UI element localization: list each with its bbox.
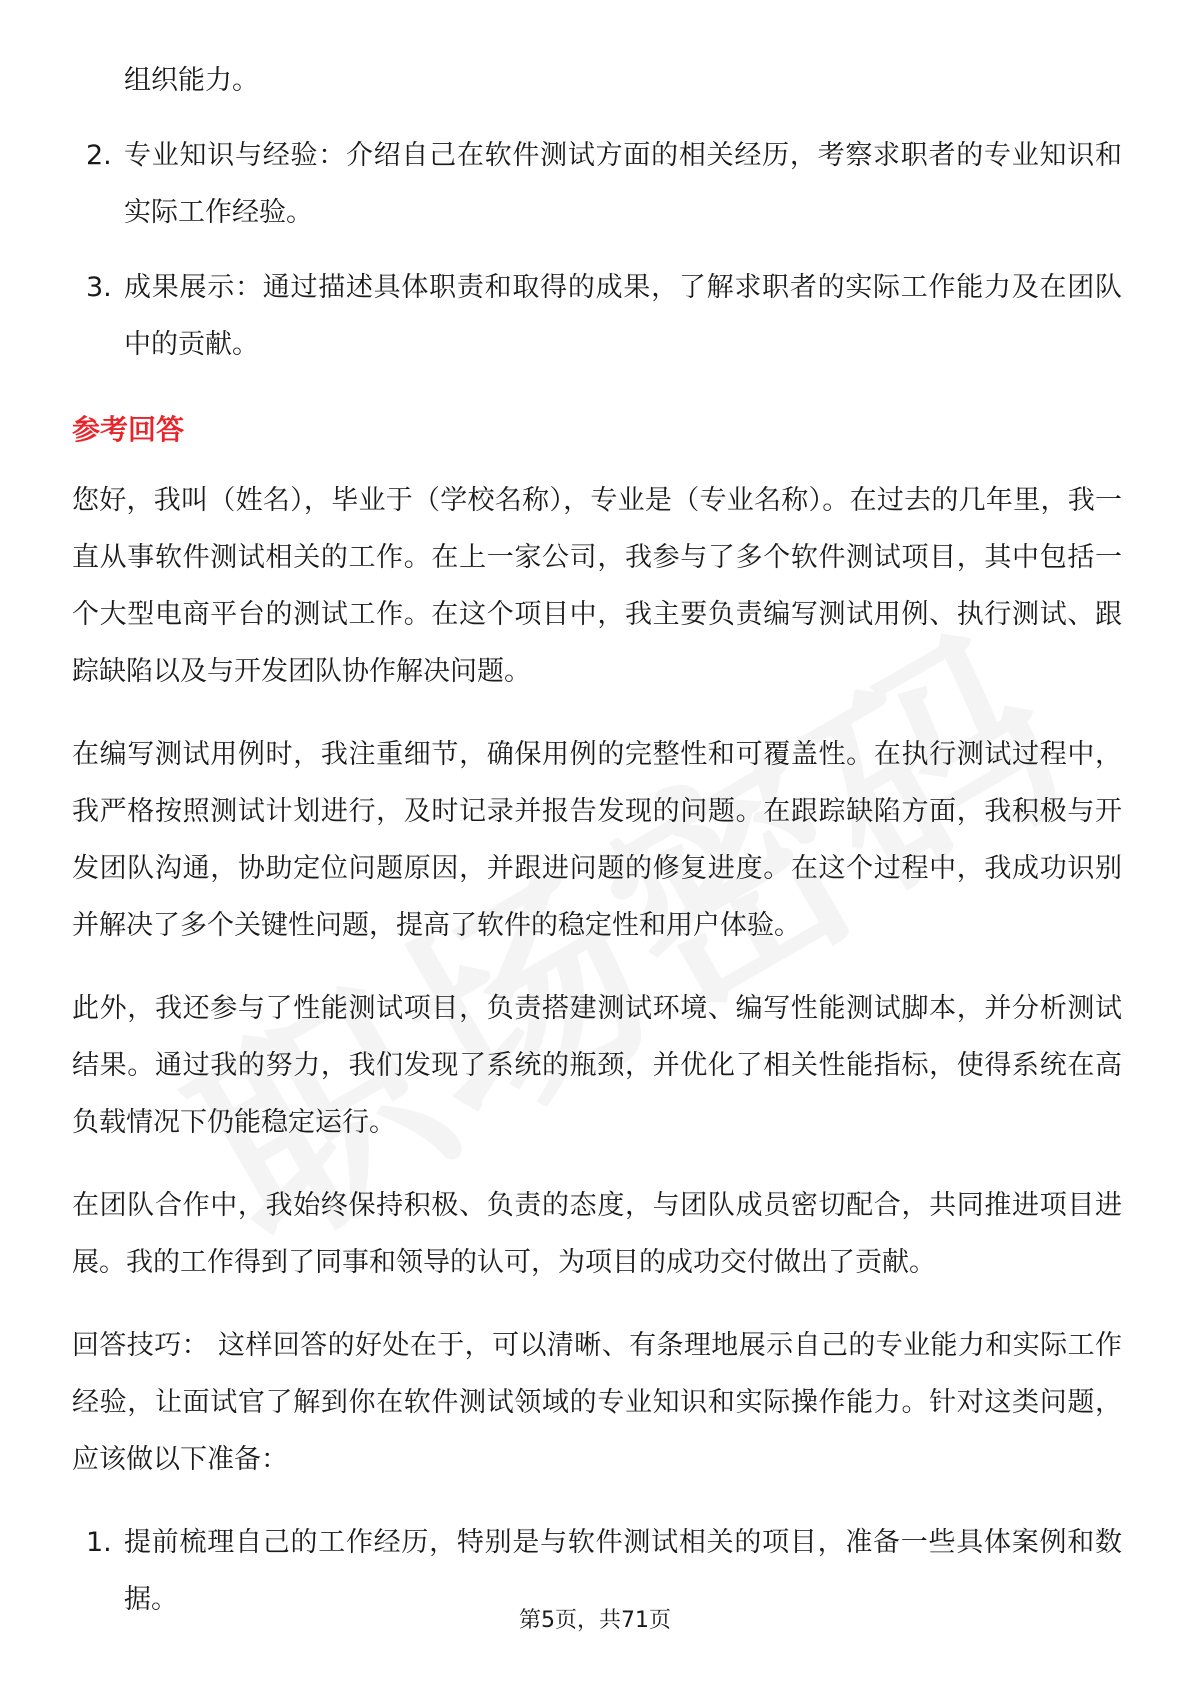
paragraph: 在团队合作中，我始终保持积极、负责的态度，与团队成员密切配合，共同推进项目进展。我的工作得到了同事和领导的认可，为项目的成功交付做出了贡献。 xyxy=(72,1190,1122,1278)
list-item-text: 提前梳理自己的工作经历，特别是与软件测试相关的项目，准备一些具体案例和数据。 xyxy=(124,1527,1122,1615)
list-item xyxy=(72,259,1122,373)
list-item-continuation: 组织能力。 xyxy=(124,65,259,96)
criteria-list xyxy=(72,127,1122,373)
section-title: 参考回答 xyxy=(72,413,185,446)
list-item xyxy=(72,127,1122,241)
page-content xyxy=(72,52,1122,1628)
list-item-number: 1. xyxy=(86,1527,112,1558)
list-item-number: 2. xyxy=(86,140,112,171)
paragraph: 您好，我叫（姓名），毕业于（学校名称），专业是（专业名称）。在过去的几年里，我一直从事软件测试相关的工作。在上一家公司，我参与了多个软件测试项目，其中包括一个大型电商平台的测试工作。在这个项目中，我主要负责编写测试用例、执行测试、跟踪缺陷以及与开发团队协作解决问题。 xyxy=(72,485,1122,687)
paragraph: 此外，我还参与了性能测试项目，负责搭建测试环境、编写性能测试脚本，并分析测试结果。通过我的努力，我们发现了系统的瓶颈，并优化了相关性能指标，使得系统在高负载情况下仍能稳定运行。 xyxy=(72,993,1122,1138)
paragraph: 在编写测试用例时，我注重细节，确保用例的完整性和可覆盖性。在执行测试过程中，我严格按照测试计划进行，及时记录并报告发现的问题。在跟踪缺陷方面，我积极与开发团队沟通，协助定位问题原因，并跟进问题的修复进度。在这个过程中，我成功识别并解决了多个关键性问题，提高了软件的稳定性和用户体验。 xyxy=(72,739,1122,941)
list-item-number: 3. xyxy=(86,272,112,303)
page-number-footer: 第5页，共71页 xyxy=(519,1608,671,1633)
list-item-text: 专业知识与经验：介绍自己在软件测试方面的相关经历，考察求职者的专业知识和实际工作经验。 xyxy=(124,140,1122,228)
answer-tips-paragraph: 回答技巧： 这样回答的好处在于，可以清晰、有条理地展示自己的专业能力和实际工作经验，让面试官了解到你在软件测试领域的专业知识和实际操作能力。针对这类问题，应该做以下准备： xyxy=(72,1330,1122,1475)
list-item-text: 成果展示：通过描述具体职责和取得的成果，了解求职者的实际工作能力及在团队中的贡献。 xyxy=(124,272,1122,360)
